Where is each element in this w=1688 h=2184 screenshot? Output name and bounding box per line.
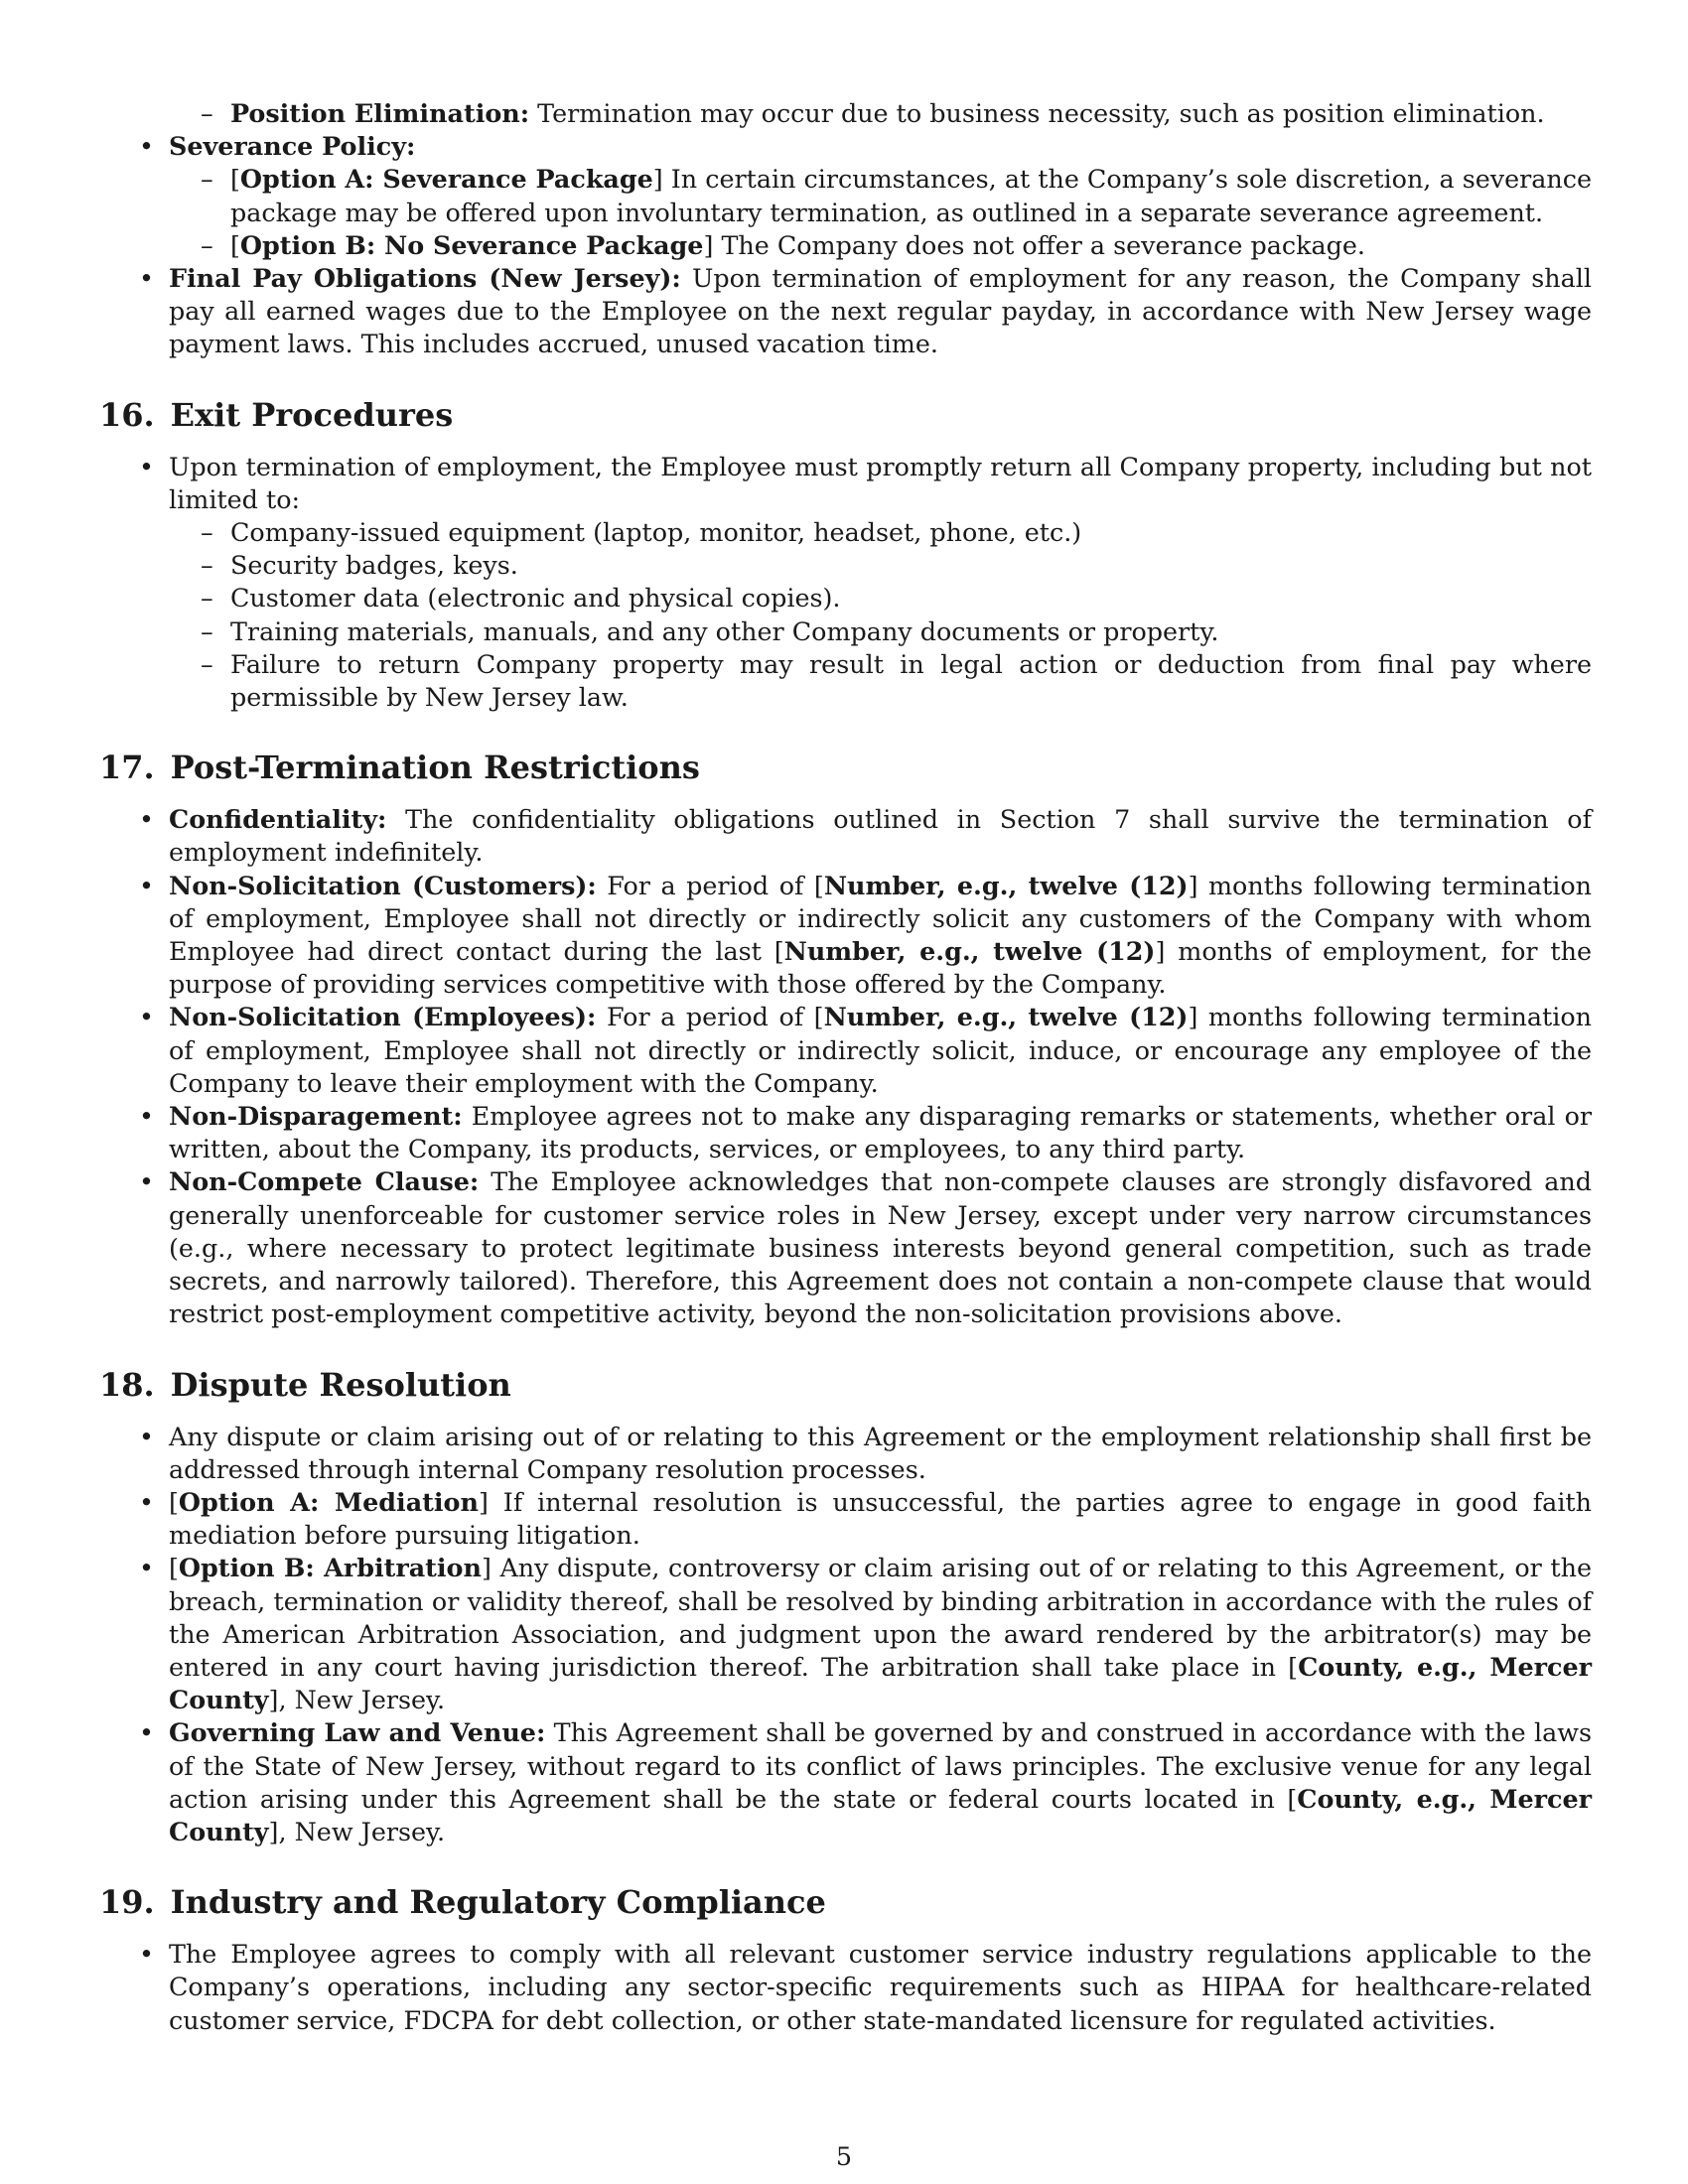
section-18-heading	[99, 1365, 1592, 1405]
item-text: Termination may occur due to business necessity, such as position elimination.	[529, 98, 1545, 128]
list-item: – Training materials, manuals, and any other Company documents or property.	[169, 615, 1592, 648]
item-label: Non-Disparagement:	[169, 1101, 463, 1132]
item-label: Non-Solicitation (Customers):	[169, 870, 597, 900]
placeholder: Number, e.g., twelve (12)	[783, 936, 1156, 967]
severance-policy-item	[99, 130, 1592, 262]
section-title: Dispute Resolution	[170, 1365, 511, 1404]
item-text: If internal resolution is unsuccessful, the parties agree to engage in good faith mediation before pursuing litigation.	[169, 1486, 1592, 1551]
section-number: 18.	[99, 1365, 155, 1404]
severance-option-b: – [Option B: No Severance Package] The Company does not offer a severance package.	[169, 229, 1592, 262]
section-19-heading	[99, 1882, 1592, 1922]
placeholder: County, e.g., Mercer County	[169, 1783, 1592, 1846]
item-text: ], New Jersey.	[268, 1816, 446, 1846]
option-label: Option A: Severance Package	[239, 164, 653, 195]
item-text: This Agreement shall be governed by and construed in accordance with the laws of the State of New Jersey, without regard to its conflict of laws principles. The exclusive venue for any legal action arising under this Agreement shall be the state or federal courts located in [	[169, 1717, 1592, 1814]
internal-resolution-item: • Any dispute or claim arising out of or relating to this Agreement or the employment relationship shall first be addressed through internal Company resolution processes.	[99, 1421, 1592, 1486]
list-item: – Company-issued equipment (laptop, monitor, headset, phone, etc.)	[169, 516, 1592, 549]
section-title: Post-Termination Restrictions	[170, 749, 700, 787]
non-solicitation-employees-item	[99, 1001, 1592, 1100]
section-17-list	[99, 803, 1592, 1330]
position-elimination-item	[169, 97, 1592, 130]
item-text: ], New Jersey.	[268, 1685, 446, 1715]
section-16-heading	[99, 395, 1592, 435]
item-text: The Employee acknowledges that non-compete clauses are strongly disfavored and generally unenforceable for customer service roles in New Jersey, except under very narrow circumstances (e.g., where necessary to protect legitimate business interests beyond general competition, such as trade secrets, and narrowly tailored). Therefore, this Agreement does not contain a non-compete clause that would restrict post-employment competitive activity, beyond the non-solicitation provisions above.	[169, 1166, 1592, 1329]
placeholder: Number, e.g., twelve (12)	[823, 870, 1189, 900]
item-text: Upon termination of employment, the Employee must promptly return all Company property, including but not limited to:	[169, 451, 1592, 514]
section-16-list	[99, 451, 1592, 715]
page-number: 5	[835, 2141, 853, 2171]
governing-law-item	[99, 1716, 1592, 1848]
section-17-heading	[99, 748, 1592, 787]
section-title: Exit Procedures	[170, 395, 454, 434]
non-disparagement-item	[99, 1100, 1592, 1165]
termination-sublist	[99, 97, 1592, 130]
termination-subitems	[99, 97, 1592, 130]
item-text: Employee agrees not to make any disparaging remarks or statements, whether oral or written, about the Company, its products, services, or employees, to any third party.	[169, 1101, 1592, 1164]
non-solicitation-customers-item	[99, 870, 1592, 1002]
compliance-item: • The Employee agrees to comply with all relevant customer service industry regulations applicable to the Company’s operations, including any sector-specific requirements such as HIPAA for healthcare-related customer service, FDCPA for debt collection, or other state-mandated licensure for regulated activities.	[99, 1938, 1592, 2037]
item-text: ] months of employment, for the purpose of providing services competitive with those offered by the Company.	[169, 936, 1592, 1000]
item-text: ] months following termination of employment, Employee shall not directly or indirectly solicit, induce, or encourage any employee of the Company to leave their employment with the Company.	[169, 1002, 1592, 1098]
placeholder: County, e.g., Mercer County	[169, 1651, 1592, 1715]
mediation-item: • [Option A: Mediation] If internal resolution is unsuccessful, the parties agree to engage in good faith mediation before pursuing litigation.	[99, 1486, 1592, 1552]
list-item: – Failure to return Company property may result in legal action or deduction from final pay where permissible by New Jersey law.	[169, 648, 1592, 714]
section-number: 19.	[99, 1883, 155, 1922]
item-label: Position Elimination:	[230, 98, 530, 128]
section-18-list	[99, 1421, 1592, 1849]
item-text: Any dispute, controversy or claim arising out of or relating to this Agreement, or the breach, termination or validity thereof, shall be resolved by binding arbitration in accordance with the rules of the American Arbitration Association, and judgment upon the award rendered by the arbitrator(s) may be entered in any court having jurisdiction thereof. The arbitration shall take place in [	[169, 1553, 1592, 1682]
exit-intro-item	[99, 451, 1592, 715]
option-label: Option A: Mediation	[178, 1486, 479, 1517]
document-body	[99, 97, 1592, 2037]
item-text: Upon termination of employment for any reason, the Company shall pay all earned wages due to the Employee on the next regular payday, in accordance with New Jersey wage payment laws. This includes accrued, unused vacation time.	[169, 263, 1592, 359]
arbitration-item: • [Option B: Arbitration] Any dispute, controversy or claim arising out of or relating to this Agreement, or the breach, termination or validity thereof, shall be resolved by binding arbitration in accordance with the rules of the American Arbitration Association, and judgment upon the award rendered by the arbitrator(s) may be entered in any court having jurisdiction thereof. The arbitration shall take place in [County, e.g., Mercer County], New Jersey.	[99, 1552, 1592, 1716]
item-label: Governing Law and Venue:	[169, 1717, 546, 1748]
item-text: For a period of [	[596, 870, 824, 900]
section-number: 17.	[99, 749, 155, 787]
section-title: Industry and Regulatory Compliance	[170, 1883, 826, 1922]
item-label: Non-Compete Clause:	[169, 1166, 480, 1197]
final-pay-item	[99, 262, 1592, 361]
option-label: Option B: Arbitration	[178, 1553, 482, 1583]
section-15-continued	[99, 97, 1592, 361]
item-text: For a period of [	[596, 1002, 824, 1032]
item-label: Non-Solicitation (Employees):	[169, 1002, 597, 1032]
severance-options	[99, 163, 1592, 262]
section-number: 16.	[99, 395, 155, 434]
list-item: – Customer data (electronic and physical copies).	[169, 582, 1592, 614]
placeholder: Number, e.g., twelve (12)	[823, 1002, 1189, 1032]
item-text: The confidentiality obligations outlined in Section 7 shall survive the termination of employment indefinitely.	[169, 804, 1592, 868]
item-label: Severance Policy:	[169, 131, 416, 162]
severance-option-a: – [Option A: Severance Package] In certain circumstances, at the Company’s sole discretion, a severance package may be offered upon involuntary termination, as outlined in a separate severance agreement.	[169, 163, 1592, 228]
option-text: In certain circumstances, at the Company’s sole discretion, a severance package may be offered upon involuntary termination, as outlined in a separate severance agreement.	[230, 164, 1592, 227]
confidentiality-item	[99, 803, 1592, 869]
non-compete-item	[99, 1165, 1592, 1330]
item-label: Confidentiality:	[169, 804, 387, 835]
list-item: – Security badges, keys.	[169, 549, 1592, 582]
option-text: The Company does not offer a severance package.	[713, 229, 1365, 260]
item-text: ] months following termination of employment, Employee shall not directly or indirectly solicit any customers of the Company with whom Employee had direct contact during the last [	[169, 870, 1593, 967]
option-label: Option B: No Severance Package	[239, 229, 704, 260]
section-19-list	[99, 1938, 1592, 2037]
exit-property-list	[99, 516, 1592, 714]
item-label: Final Pay Obligations (New Jersey):	[169, 263, 681, 294]
